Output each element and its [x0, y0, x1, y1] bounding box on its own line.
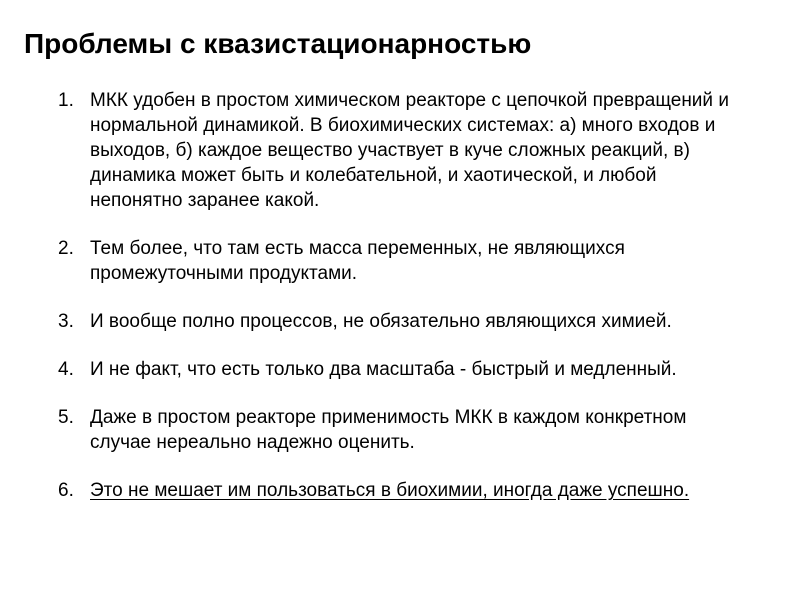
list-item-text: МКК удобен в простом химическом реакторе с цепочкой превращений и нормальной динамикой. В биохимических системах: а) много входов и выходов, б) каждое вещество участвует в куче сложных реакций, в) динамика может быть и колебательной, и хаотической, и любой непонятно заранее какой.	[90, 90, 729, 211]
list-item-number: 1.	[58, 90, 74, 111]
list-item	[58, 309, 748, 334]
list-item-text-underlined: Это не мешает им пользоваться в биохимии, иногда даже успешно.	[90, 480, 690, 501]
list-item-number: 5.	[58, 407, 74, 428]
slide-title: Проблемы с квазистационарностью	[24, 28, 532, 59]
list-item	[58, 357, 748, 382]
list-item-number: 2.	[58, 238, 74, 259]
list-item-number: 6.	[58, 480, 74, 501]
list-item-number: 3.	[58, 311, 74, 332]
list-item-text: Даже в простом реакторе применимость МКК в каждом конкретном случае нереально надежно оценить.	[90, 407, 687, 453]
list-item	[58, 88, 748, 213]
numbered-list	[58, 88, 748, 526]
list-item-text: Тем более, что там есть масса переменных, не являющихся промежуточными продуктами.	[90, 238, 625, 284]
list-item-number: 4.	[58, 359, 74, 380]
list-item	[58, 405, 748, 455]
list-item-underlined	[58, 478, 748, 503]
list-item-text: И вообще полно процессов, не обязательно являющихся химией.	[90, 311, 672, 332]
list-item-text: И не факт, что есть только два масштаба - быстрый и медленный.	[90, 359, 677, 380]
list-item	[58, 236, 748, 286]
